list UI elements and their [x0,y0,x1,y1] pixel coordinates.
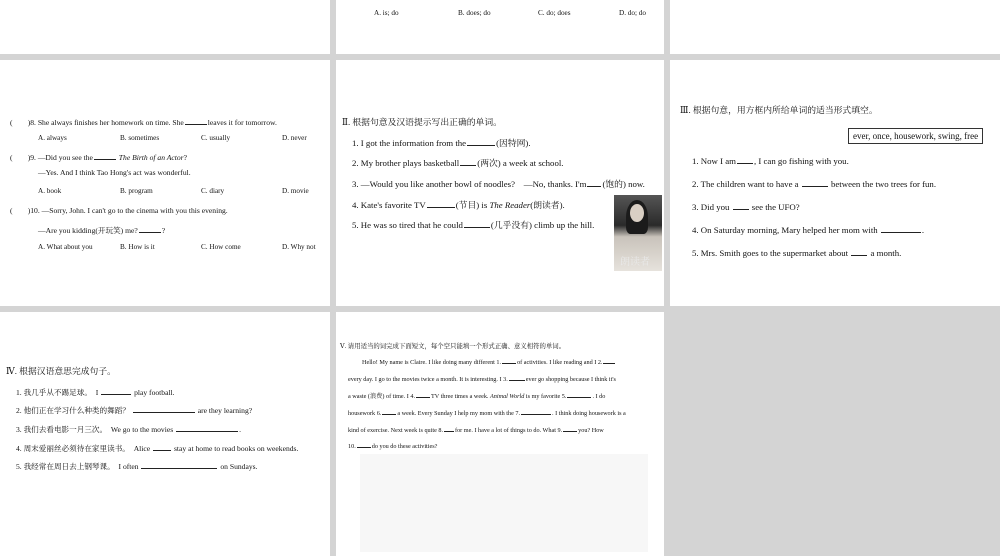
q8-option-b: B. sometimes [120,134,160,142]
slide-top-left [0,0,330,54]
passage-line-3: a waste (浪费) of time. I 4. TV three times a week. Animal World is my favorite 5. . I do [348,393,606,400]
section-iii-item-2: 2. The children want to have a between the two trees for fun. [692,179,937,189]
q10-option-c: C. How come [201,243,241,251]
passage-line-5: kind of exercise. Next week is quite 8. for me. I have a lot of things to do. What 9. you? How [348,427,604,434]
passage-line-1: Hello! My name is Claire. I like doing many different 1. of activities. I like reading and I 2. [362,357,616,368]
option-c: C. do; does [538,9,571,17]
q8-option-c: C. usually [201,134,231,142]
section-v-heading: Ⅴ. 请用适当的词完成下面短文，每个空只能填一个形式正确、意义相符的单词。 [340,343,566,350]
section-iv-item-1: 1. 我几乎从不踢足球。 I play football. [16,388,175,397]
question-10-reply: —Are you kidding(开玩笑) me? ? [38,226,166,235]
section-iv-item-5: 5. 我经常在周日去上钢琴课。 I often on Sundays. [16,462,258,471]
faded-image-area [360,454,648,552]
section-iv-item-2: 2. 他们正在学习什么种类的舞蹈？ are they learning? [16,406,253,415]
section-iv-item-3: 3. 我们去看电影一月三次。 We go to the movies . [16,425,241,434]
photo-watermark: 朗读者 [620,257,650,268]
question-8: ( )8. She always finishes her homework on time. She leaves it for tomorrow. [10,118,277,127]
q9-option-d: D. movie [282,187,309,195]
reader-host-photo [614,195,662,271]
section-iii-item-5: 5. Mrs. Smith goes to the supermarket about a month. [692,248,902,258]
option-a: A. is; do [374,9,399,17]
word-box: ever, once, housework, swing, free [848,128,983,144]
slide-section-v [336,312,664,556]
section-iii-item-1: 1. Now I am , I can go fishing with you. [692,156,849,166]
section-ii-item-1: 1. I got the information from the (因特网). [352,138,531,148]
slide-top-right [670,0,1000,54]
option-d: D. do; do [619,9,646,17]
question-10: ( )10. —Sorry, John. I can't go to the cinema with you this evening. [10,206,228,215]
section-ii-item-2: 2. My brother plays basketball (两次) a week at school. [352,158,564,168]
section-iv-item-4: 4. 周末爱丽丝必须待在家里读书。 Alice stay at home to read books on weekends. [16,444,299,453]
q9-option-b: B. program [120,187,153,195]
slide-section-ii [336,60,664,306]
q8-option-a: A. always [38,134,67,142]
passage-line-4: housework 6. a week. Every Sunday I help my mom with the 7. . I think doing housework is a [348,410,626,417]
section-ii-item-5: 5. He was so tired that he could (几乎没有) climb up the hill. [352,220,595,230]
question-9-reply: —Yes. And I think Tao Hong's act was wonderful. [38,168,191,177]
slide-section-iv [0,312,330,556]
section-iii-item-3: 3. Did you see the UFO? [692,202,800,212]
q10-option-a: A. What about you [38,243,93,251]
q10-option-d: D. Why not [282,243,316,251]
section-iii-item-4: 4. On Saturday morning, Mary helped her mom with . [692,225,925,235]
section-ii-item-3: 3. —Would you like another bowl of noodles? —No, thanks. I'm (饱的) now. [352,179,645,189]
slide-top-middle [336,0,664,54]
passage-line-2: every day. I go to the movies twice a month. It is interesting. I 3. ever go shopping because I think it's [348,376,616,383]
section-iv-heading: Ⅳ. 根据汉语意思完成句子。 [6,366,116,376]
slide-multiple-choice [0,60,330,306]
question-9: ( )9. —Did you see the The Birth of an Actor? [10,153,188,162]
section-ii-item-4: 4. Kate's favorite TV (节目) is The Reader(朗读者). [352,200,565,210]
q10-option-b: B. How is it [120,243,155,251]
q8-option-d: D. never [282,134,307,142]
section-ii-heading: Ⅱ. 根据句意及汉语提示写出正确的单词。 [342,117,502,127]
q9-option-c: C. diary [201,187,225,195]
q9-option-a: A. book [38,187,62,195]
slide-section-iii [670,60,1000,306]
passage-line-6: 10. do you do these activities? [348,443,438,450]
option-b: B. does; do [458,9,491,17]
empty-area [670,312,1000,556]
section-iii-heading: Ⅲ. 根据句意，用方框内所给单词的适当形式填空。 [680,105,878,115]
